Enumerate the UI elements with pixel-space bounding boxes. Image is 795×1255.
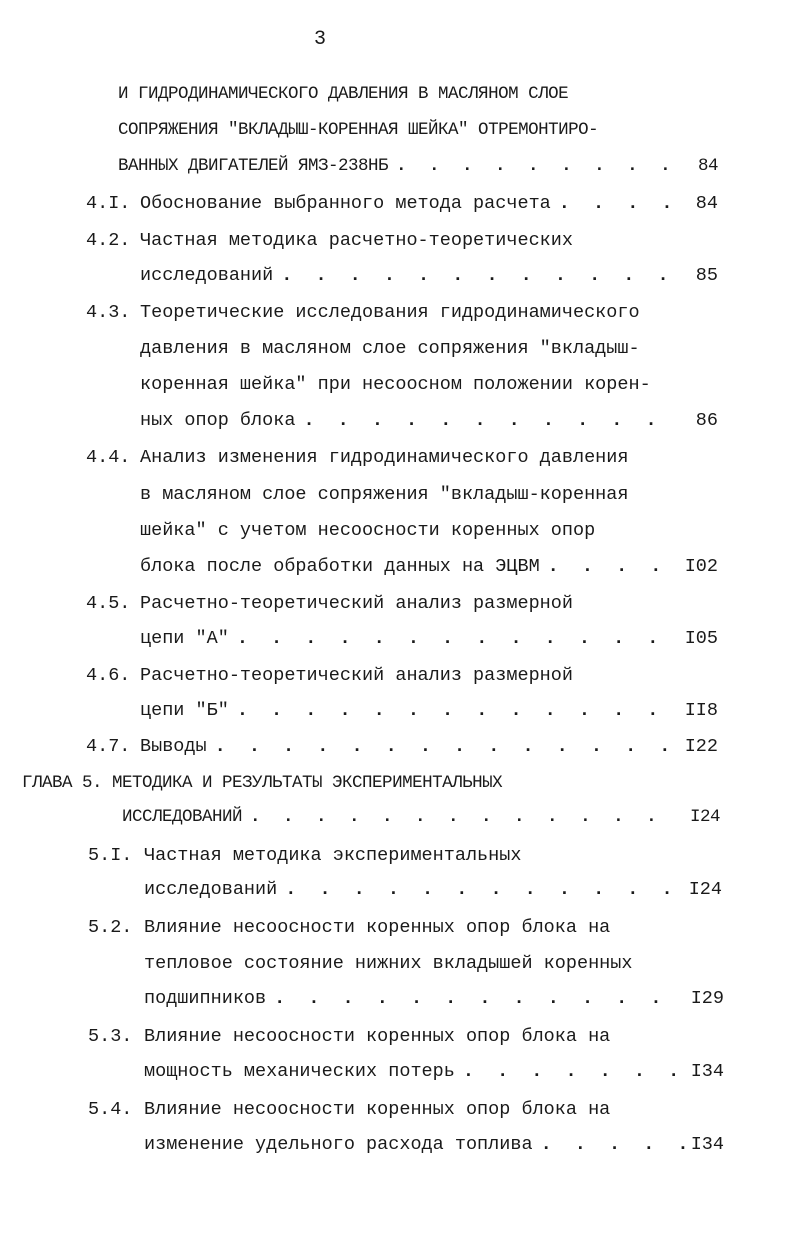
toc-entry-5-2-cont: тепловое состояние нижних вкладышей коренных — [144, 953, 633, 974]
toc-chapter-5[interactable]: ГЛАВА 5. МЕТОДИКА И РЕЗУЛЬТАТЫ ЭКСПЕРИМЕНТАЛЬНЫХ — [22, 773, 503, 793]
toc-entry-5-2[interactable]: Влияние несоосности коренных опор блока на — [144, 917, 611, 938]
toc-intro-line-1: И ГИДРОДИНАМИЧЕСКОГО ДАВЛЕНИЯ В МАСЛЯНОМ СЛОЕ — [118, 84, 569, 104]
leader-dots — [559, 190, 680, 218]
section-number: 4.3. — [86, 302, 131, 323]
toc-entry-4-4-cont[interactable]: блока после обработки данных на ЭЦВМ . . . I02 — [140, 553, 718, 581]
section-number: 4.4. — [86, 447, 131, 468]
page-ref: I24 — [688, 879, 722, 900]
toc-entry-4-3[interactable]: Теоретические исследования гидродинамического — [140, 302, 640, 323]
toc-entry-4-4-cont: шейка" с учетом несоосности коренных опор — [140, 520, 596, 541]
toc-entry-4-3-cont: коренная шейка" при несоосном положении корен- — [140, 374, 651, 395]
toc-entry-5-4[interactable]: Влияние несоосности коренных опор блока на — [144, 1099, 611, 1120]
page-ref: II8 — [684, 700, 718, 721]
section-number: 4.2. — [86, 230, 131, 251]
toc-entry-4-2[interactable]: Частная методика расчетно-теоретических — [140, 230, 573, 251]
toc-entry-4-3-cont: давления в масляном слое сопряжения "вкладыш- — [140, 338, 640, 359]
toc-entry-4-3-cont[interactable]: ных опор блока . . . 86 — [140, 407, 718, 435]
leader-dots — [274, 985, 686, 1013]
leader-dots — [250, 803, 682, 831]
toc-entry-4-6[interactable]: Расчетно-теоретический анализ размерной — [140, 665, 573, 686]
leader-dots — [281, 262, 680, 290]
section-number: 4.I. — [86, 193, 131, 214]
toc-entry-5-2-cont[interactable]: подшипников . . . I29 — [144, 985, 724, 1013]
leader-dots — [237, 697, 680, 725]
page-ref: 84 — [695, 193, 718, 214]
leader-dots — [285, 876, 684, 904]
toc-entry-5-4-cont[interactable]: изменение удельного расхода топлива . . . I34 — [144, 1131, 724, 1159]
toc-entry-5-1-cont[interactable]: исследований . . . I24 — [144, 876, 722, 904]
leader-dots — [396, 152, 680, 180]
toc-entry-4-1[interactable]: Обоснование выбранного метода расчета . . . 84 — [140, 190, 718, 218]
page-ref: 86 — [695, 410, 718, 431]
page-ref: 85 — [695, 265, 718, 286]
toc-entry-5-1[interactable]: Частная методика экспериментальных — [144, 845, 522, 866]
toc-entry-5-3-cont[interactable]: мощность механических потерь . . . I34 — [144, 1058, 724, 1086]
page-ref: I34 — [690, 1134, 724, 1155]
section-number: 5.4. — [88, 1099, 133, 1120]
toc-entry-4-4[interactable]: Анализ изменения гидродинамического давления — [140, 447, 629, 468]
page-ref: I24 — [689, 807, 720, 827]
section-number: 5.I. — [88, 845, 133, 866]
leader-dots — [237, 625, 680, 653]
page-ref: I34 — [690, 1061, 724, 1082]
toc-intro-line-2: СОПРЯЖЕНИЯ "ВКЛАДЫШ-КОРЕННАЯ ШЕЙКА" ОТРЕМОНТИРО- — [118, 120, 599, 140]
leader-dots — [548, 553, 680, 581]
section-number: 4.7. — [86, 736, 131, 757]
page-ref: I22 — [684, 736, 718, 757]
toc-entry-4-6-cont[interactable]: цепи "Б" . . . II8 — [140, 697, 718, 725]
section-number: 5.3. — [88, 1026, 133, 1047]
leader-dots — [541, 1131, 686, 1159]
toc-entry-4-5-cont[interactable]: цепи "А" . . . I05 — [140, 625, 718, 653]
leader-dots — [215, 733, 680, 761]
leader-dots — [463, 1058, 686, 1086]
toc-entry-4-7[interactable]: Выводы . . . I22 — [140, 733, 718, 761]
page-ref: I02 — [684, 556, 718, 577]
page-ref: I05 — [684, 628, 718, 649]
leader-dots — [303, 407, 680, 435]
toc-intro-line-3[interactable]: ВАННЫХ ДВИГАТЕЛЕЙ ЯМЗ-238НБ . . . 84 — [118, 152, 718, 180]
page-number: 3 — [313, 28, 326, 51]
toc-chapter-5-cont[interactable]: ИССЛЕДОВАНИЙ . . . I24 — [122, 803, 720, 831]
toc-entry-4-4-cont: в масляном слое сопряжения "вкладыш-коренная — [140, 484, 629, 505]
toc-entry-4-2-cont[interactable]: исследований . . . 85 — [140, 262, 718, 290]
page-ref: I29 — [690, 988, 724, 1009]
section-number: 4.5. — [86, 593, 131, 614]
toc-entry-4-5[interactable]: Расчетно-теоретический анализ размерной — [140, 593, 573, 614]
page-ref: 84 — [697, 156, 718, 176]
section-number: 4.6. — [86, 665, 131, 686]
section-number: 5.2. — [88, 917, 133, 938]
toc-entry-5-3[interactable]: Влияние несоосности коренных опор блока на — [144, 1026, 611, 1047]
